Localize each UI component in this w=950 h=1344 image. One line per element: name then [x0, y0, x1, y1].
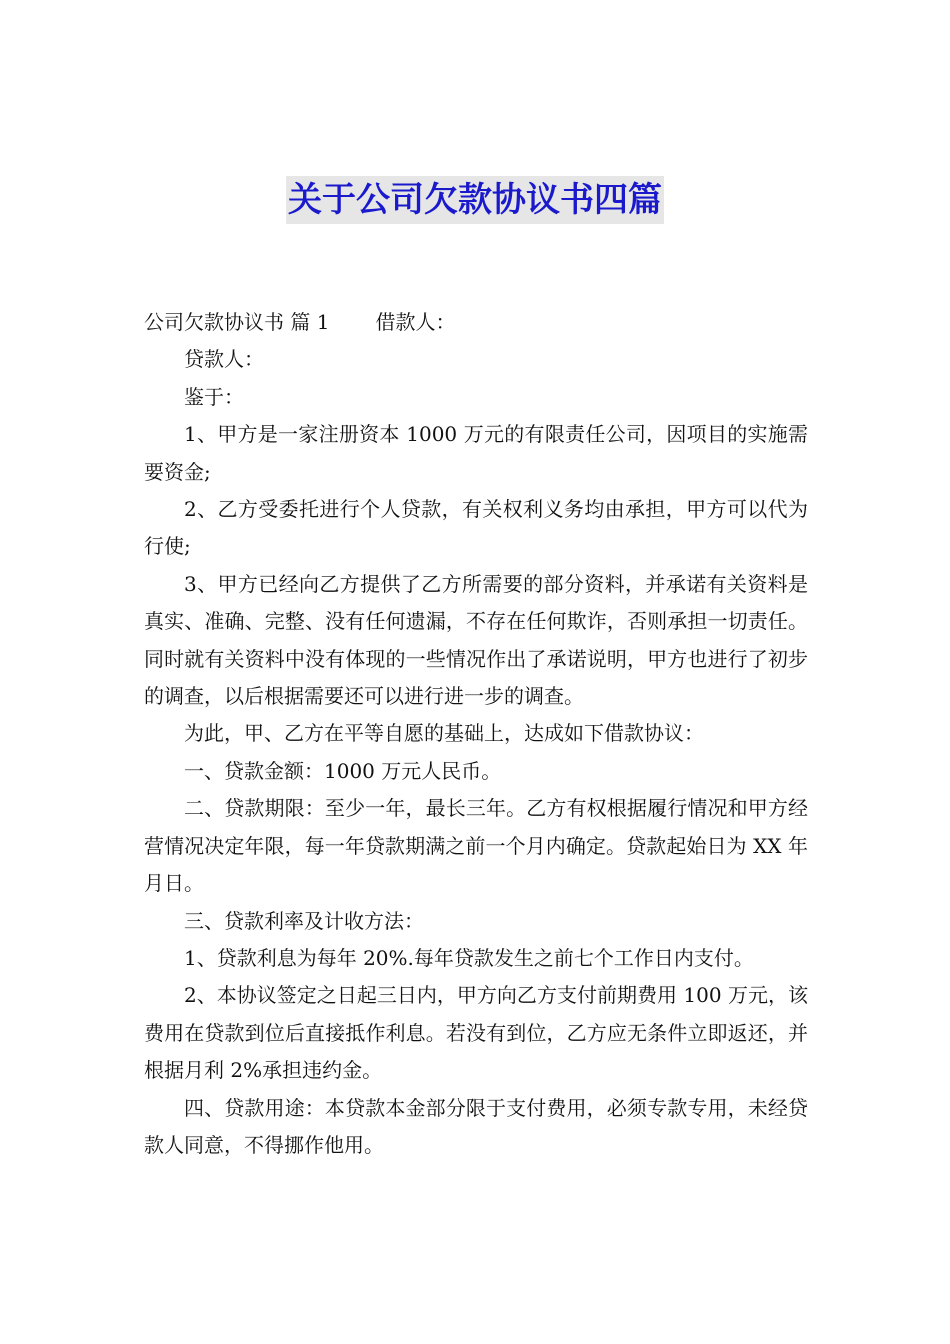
paragraph-clause-3: 3、甲方已经向乙方提供了乙方所需要的部分资料，并承诺有关资料是真实、准确、完整、没有任何遗漏，不存在任何欺诈，否则承担一切责任。同时就有关资料中没有体现的一些情况作出了承诺说明，甲方也进行了初步的调查，以后根据需要还可以进行进一步的调查。: [144, 571, 808, 709]
borrower-label: 借款人：: [375, 310, 456, 334]
document-body: [144, 304, 808, 1164]
section-heading: 公司欠款协议书 篇 1: [144, 310, 330, 334]
paragraph-lender: 贷款人：: [184, 347, 264, 372]
paragraph-loan-purpose: 四、贷款用途：本贷款本金部分限于支付费用，必须专款专用，未经贷款人同意，不得挪作他用。: [144, 1095, 808, 1157]
paragraph-loan-term: 二、贷款期限：至少一年，最长三年。乙方有权根据履行情况和甲方经营情况决定年限，每一年贷款期满之前一个月内确定。贷款起始日为 XX 年月日。: [144, 796, 808, 896]
paragraph-interest-2: 2、本协议签定之日起三日内，甲方向乙方支付前期费用 100 万元，该费用在贷款到位后直接抵作利息。若没有到位，乙方应无条件立即返还，并根据月利 2%承担违约金。: [144, 983, 808, 1083]
title-container: [0, 176, 950, 224]
section-heading-line: [144, 304, 808, 341]
paragraph-interest-heading: 三、贷款利率及计收方法：: [184, 908, 424, 933]
paragraph-agreement-intro: 为此，甲、乙方在平等自愿的基础上，达成如下借款协议：: [184, 721, 704, 746]
paragraph-whereas: 鉴于：: [184, 384, 244, 409]
paragraph-clause-1: 1、甲方是一家注册资本 1000 万元的有限责任公司，因项目的实施需要资金;: [144, 422, 808, 484]
document-title: 关于公司欠款协议书四篇: [286, 176, 664, 224]
paragraph-interest-1: 1、贷款利息为每年 20%.每年贷款发生之前七个工作日内支付。: [184, 945, 754, 970]
paragraph-loan-amount: 一、贷款金额：1000 万元人民币。: [184, 758, 502, 783]
paragraph-clause-2: 2、乙方受委托进行个人贷款，有关权利义务均由承担，甲方可以代为行使;: [144, 497, 808, 559]
